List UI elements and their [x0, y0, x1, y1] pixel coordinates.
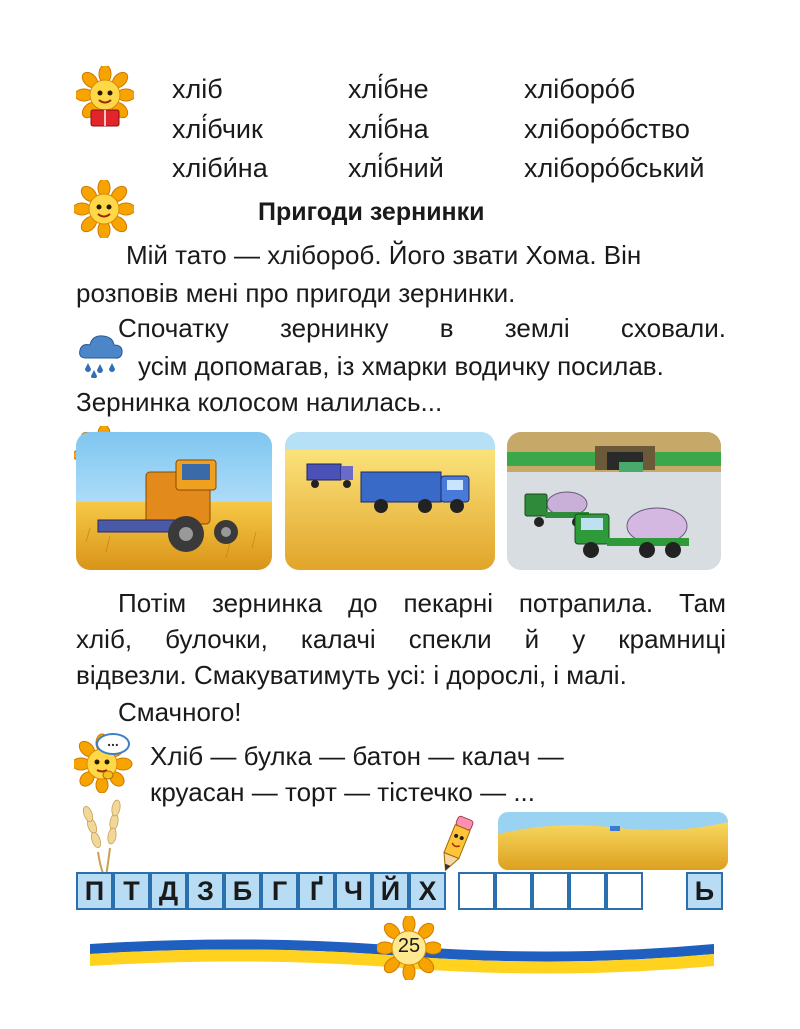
p3-word: калачі — [300, 624, 376, 654]
letter-cell: Ґ — [298, 872, 335, 910]
rain-cloud-icon — [76, 330, 126, 378]
word-col2-1: хлі́бне — [348, 74, 429, 104]
thought-bubble-text: ... — [107, 733, 119, 749]
letter-cell-empty[interactable] — [495, 872, 532, 910]
letter-cell-empty[interactable] — [606, 872, 643, 910]
p3-line1 — [118, 588, 726, 619]
letter-cell: Д — [150, 872, 187, 910]
p2-word: землі — [504, 313, 570, 343]
p2-line2: усім допомагав, із хмарки водичку посилав. — [138, 351, 664, 381]
word-col3-1: хліборо́б — [524, 74, 636, 104]
p3-word: хліб, — [76, 624, 133, 654]
p3-word: Потім — [118, 588, 187, 618]
word-col3-2: хліборо́бство — [524, 114, 690, 144]
chain-line1: Хліб — булка — батон — калач — — [150, 741, 564, 771]
sunflower-reading-icon — [76, 66, 134, 130]
p2-word: Спочатку — [118, 313, 229, 343]
p2-line1 — [118, 313, 726, 344]
p3-word: пекарні — [403, 588, 494, 618]
combine-harvester-picture — [76, 432, 272, 570]
p3-word: крамниці — [618, 624, 726, 654]
p3-word: потрапила. — [518, 588, 654, 618]
letter-cell: Ч — [335, 872, 372, 910]
letter-cell-empty[interactable] — [643, 872, 680, 910]
word-col1-3: хліби́на — [172, 153, 268, 183]
trucks-field-picture — [285, 432, 495, 570]
letter-cell: З — [187, 872, 224, 910]
letter-cell: П — [76, 872, 113, 910]
p3-word: спекли — [408, 624, 492, 654]
p3-word: й — [524, 624, 540, 654]
word-col2-3: хлі́бний — [348, 153, 444, 183]
letter-cell: Г — [261, 872, 298, 910]
pencil-icon — [432, 812, 478, 876]
letter-cell: Б — [224, 872, 261, 910]
word-col2-2: хлі́бна — [348, 114, 429, 144]
p3-word: до — [348, 588, 378, 618]
chain-line2: круасан — торт — тістечко — ... — [150, 777, 535, 807]
p3-line3: відвезли. Смакуватимуть усі: і дорослі, і малі. — [76, 660, 627, 690]
letter-cell: Т — [113, 872, 150, 910]
letter-cell: Х — [409, 872, 446, 910]
p2-line3: Зернинка колосом налилась... — [76, 387, 443, 417]
p3-line2 — [76, 624, 726, 655]
sunflower-icon — [74, 180, 134, 238]
p3-word: Там — [678, 588, 726, 618]
letter-cell-soft-sign: Ь — [686, 872, 723, 910]
p1-line1: Мій тато — хлібороб. Його звати Хома. Він — [126, 240, 642, 270]
letter-cell: Й — [372, 872, 409, 910]
p3-word: булочки, — [165, 624, 268, 654]
letter-cell-empty[interactable] — [532, 872, 569, 910]
p2-word: в — [439, 313, 454, 343]
wheat-field-picture — [498, 812, 728, 870]
p3-word: у — [572, 624, 586, 654]
p1-line2: розповів мені про пригоди зернинки. — [76, 278, 516, 308]
story-title: Пригоди зернинки — [258, 198, 485, 226]
bakery-trucks-picture — [507, 432, 721, 570]
p2-word: зернинку — [280, 313, 389, 343]
word-col3-3: хліборо́бський — [524, 153, 705, 183]
word-col1-1: хліб — [172, 74, 223, 104]
page-number: 25 — [397, 935, 421, 957]
thought-bubble — [96, 733, 130, 755]
word-col1-2: хлі́бчик — [172, 114, 263, 144]
p2-word: сховали. — [620, 313, 726, 343]
letter-cell-empty[interactable] — [458, 872, 495, 910]
p4-line: Смачного! — [118, 697, 242, 727]
letter-cell-empty[interactable] — [569, 872, 606, 910]
wheat-ears-icon — [70, 796, 150, 876]
p3-word: зернинка — [211, 588, 323, 618]
